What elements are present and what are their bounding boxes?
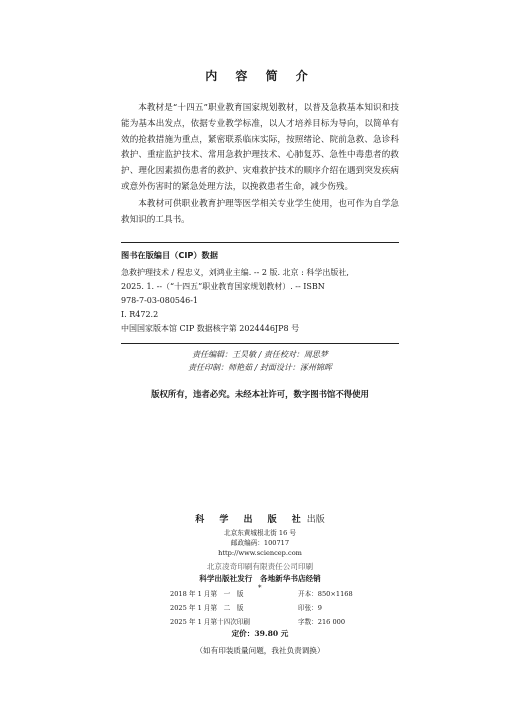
cip-isbn: 978-7-03-080546-1 [121,296,198,305]
edition-row [170,617,345,627]
editor-credits: 责任编辑：王昊敏 / 责任校对：周思梦 [192,350,328,359]
production-credits: 责任印制：师艳茹 / 封面设计：涿州锦晖 [188,363,332,372]
cip-heading: 图书在版编目（CIP）数据 [121,250,218,260]
summary-paragraph-usage: 本教材可供职业教育护理等医学相关专业学生使用，也可作为自学急救知识的工具书。 [121,199,399,225]
edition-row [170,603,322,613]
printer-line: 北京凌奇印刷有限责任公司印刷 [206,562,314,571]
edition-spec: 开本：850×1168 [298,590,353,598]
edition-spec: 字数：216 000 [298,618,346,626]
cip-bottom-rule [121,343,399,344]
summary-heading: 内 容 简 介 [205,69,315,83]
publisher-postcode: 邮政编码：100717 [230,539,290,547]
price: 定价：39.80 元 [231,629,289,638]
edition-spec: 印张：9 [298,604,322,612]
publisher-address: 北京东黄城根北街 16 号 [224,529,296,537]
rights-notice: 版权所有，违者必究。未经本社许可，数字图书馆不得使用 [151,389,369,399]
edition-date: 2025 年 1 月第 二 版 [170,604,244,612]
publisher-suffix: 出版 [306,515,325,525]
cip-classification: Ⅰ. R472.2 [121,310,159,319]
cip-line: 急救护理技术 / 程忠义，刘鸿业主编. -- 2 版. 北京 : 科学出版社, [121,268,349,277]
publisher-website: http://www.sciencep.com [218,549,302,557]
cip-record-number: 中国国家版本馆 CIP 数据核字第 2024446JP8 号 [121,324,300,333]
cip-line: 2025. 1. --（“十四五”职业教育国家规划教材）. -- ISBN [121,282,325,291]
edition-date: 2018 年 1 月第 一 版 [170,590,244,598]
publisher-logo-text: 科 学 出 版 社 [195,515,307,525]
edition-row [170,589,353,599]
distribution-line: 科学出版社发行 各地新华书店经销 [199,574,321,583]
cip-top-rule [121,242,399,243]
edition-date: 2025 年 1 月第十四次印刷 [170,618,251,626]
separator-mark: * [258,584,262,592]
publisher-name [0,512,520,525]
quality-notice: （如有印装质量问题，我社负责调换） [195,646,325,655]
summary-paragraph: 本教材是“十四五”职业教育国家规划教材，以普及急救基本知识和技能为基本出发点，依据专业教学标准，以人才培养目标为导向，以简单有效的抢救措施为重点，紧密联系临床实际，按照绪论、院前急救、急诊科救护、重症监护技术、常用急救护理技术、心肺复苏、急性中毒患者的救护、理化因素损伤患者的救护、灾难救护技术的顺序介绍在遇到突发疾病或意外伤害时的紧急处理方法，以挽救患者生命，减少伤残。 [121,103,399,192]
